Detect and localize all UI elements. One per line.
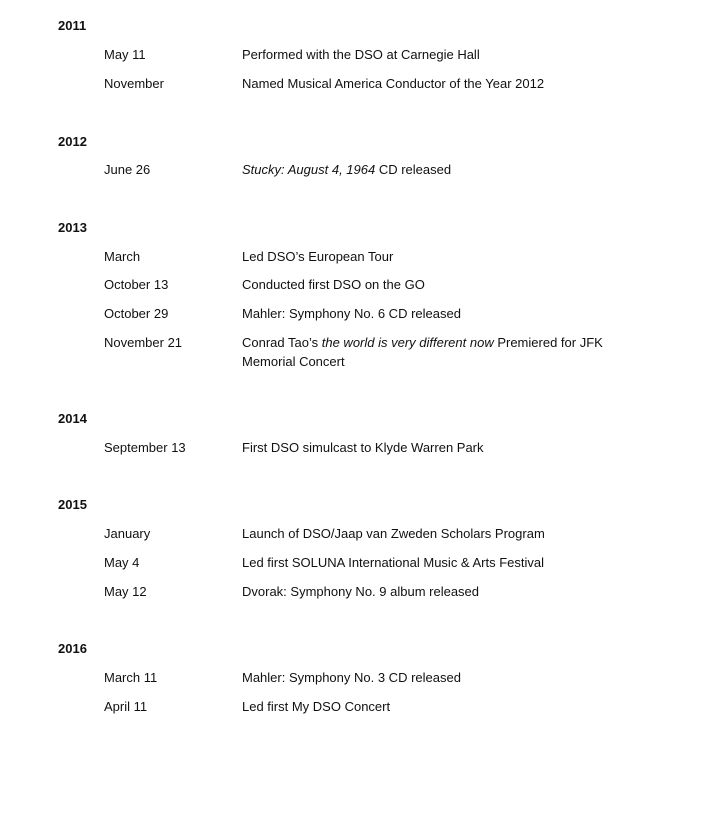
description-text: Led first My DSO Concert — [242, 699, 391, 714]
entry-date: June 26 — [104, 162, 151, 177]
description-text: CD released — [375, 162, 452, 177]
description-text: Led first SOLUNA International Music & Arts Festival — [242, 555, 545, 570]
year-heading: 2013 — [58, 220, 87, 235]
italic-title-text: Stucky: August 4, 1964 — [242, 162, 376, 177]
entry-date: January — [104, 526, 151, 541]
entry-description — [242, 304, 622, 323]
entry-date: November — [104, 76, 164, 91]
entry-description — [242, 438, 622, 457]
entry-date: November 21 — [104, 335, 183, 350]
entry-description — [242, 697, 622, 716]
entry-description — [242, 668, 622, 687]
description-text: Led DSO’s European Tour — [242, 249, 394, 264]
entry-date: October 13 — [104, 277, 169, 292]
year-heading: 2015 — [58, 497, 87, 512]
description-text: Performed with the DSO at Carnegie Hall — [242, 47, 480, 62]
entry-description — [242, 74, 622, 93]
description-text: Launch of DSO/Jaap van Zweden Scholars Program — [242, 526, 545, 541]
entry-date: September 13 — [104, 440, 186, 455]
description-text: Named Musical America Conductor of the Year 2012 — [242, 76, 545, 91]
entry-description — [242, 247, 622, 266]
description-text: Conrad Tao’s — [242, 335, 322, 350]
year-heading: 2012 — [58, 134, 87, 149]
entry-date: March 11 — [104, 670, 158, 685]
description-text: Mahler: Symphony No. 6 CD released — [242, 306, 461, 321]
entry-date: October 29 — [104, 306, 169, 321]
entry-description — [242, 45, 622, 64]
description-text: Conducted first DSO on the GO — [242, 277, 425, 292]
description-text: First DSO simulcast to Klyde Warren Park — [242, 440, 484, 455]
entry-date: May 12 — [104, 584, 147, 599]
year-heading: 2011 — [58, 18, 87, 33]
description-text: Dvorak: Symphony No. 9 album released — [242, 584, 480, 599]
description-text: Mahler: Symphony No. 3 CD released — [242, 670, 461, 685]
entry-date: May 4 — [104, 555, 140, 570]
entry-date: May 11 — [104, 47, 146, 62]
entry-description — [242, 160, 622, 179]
italic-title-text: the world is very different now — [321, 335, 494, 350]
year-heading: 2016 — [58, 641, 87, 656]
description-text: Premiered for JFK Memorial Concert — [242, 335, 603, 369]
entry-description — [242, 333, 622, 371]
entry-date: March — [104, 249, 141, 264]
year-heading: 2014 — [58, 411, 87, 426]
entry-description — [242, 582, 622, 601]
entry-date: April 11 — [104, 699, 148, 714]
entry-description — [242, 524, 622, 543]
entry-description — [242, 275, 622, 294]
entry-description — [242, 553, 622, 572]
